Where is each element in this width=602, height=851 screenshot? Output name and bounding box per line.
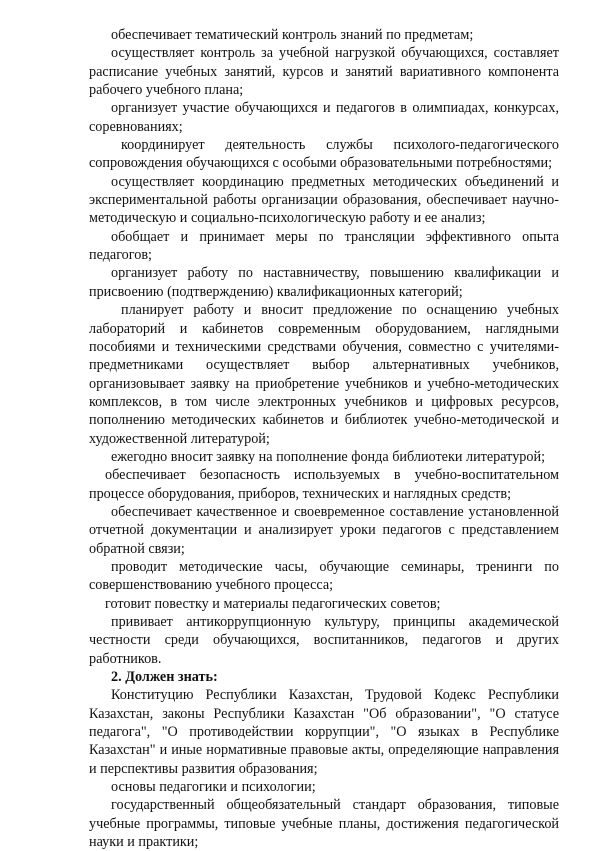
knowledge-paragraph: Конституцию Республики Казахстан, Трудовой Кодекс Республики Казахстан, законы Республики Казахстан "Об образовании", "О статусе педагога", "О противодействии коррупции", "О языках в Республике Казахстан" и иные нормативные правовые акты, определяющие направления и перспективы развития образования; <box>89 687 559 777</box>
duty-paragraph: готовит повестку и материалы педагогических советов; <box>105 595 441 612</box>
section-heading: 2. Должен знать: <box>111 669 218 686</box>
duty-paragraph: планирует работу и вносит предложение по оснащению учебных лабораторий и кабинетов современным оборудованием, наглядными пособиями и техническими средствами обучения, совместно с учителями-предметниками осуществляет выбор альтернативных учебников, организовывает заявку на приобретение учебников и учебно-методических комплексов, в том числе электронных учебников и цифровых ресурсов, пополнению методических кабинетов и библиотек учебно-методической и художественной литературой; <box>89 302 559 447</box>
duty-paragraph: обеспечивает качественное и своевременное составление установленной отчетной документации и анализирует уроки педагогов с представлением обратной связи; <box>89 503 559 557</box>
duty-paragraph: осуществляет контроль за учебной нагрузкой обучающихся, составляет расписание учебных занятий, курсов и занятий вариативного компонента рабочего учебного плана; <box>89 45 559 99</box>
duty-paragraph: обеспечивает тематический контроль знаний по предметам; <box>111 27 474 43</box>
duty-paragraph: ежегодно вносит заявку на пополнение фонда библиотеки литературой; <box>111 448 546 465</box>
duty-paragraph: прививает антикоррупционную культуру, принципы академической честности среди обучающихся, воспитанников, педагогов и других работников. <box>89 614 559 667</box>
duty-paragraph: координирует деятельность службы психолого-педагогического сопровождения обучающихся с особыми образовательными потребностями; <box>89 137 559 172</box>
duty-paragraph: организует работу по наставничеству, повышению квалификации и присвоению (подтверждению) квалификационных категорий; <box>89 265 559 300</box>
duty-paragraph: проводит методические часы, обучающие семинары, тренинги по совершенствованию учебного процесса; <box>89 558 559 594</box>
duty-paragraph: организует участие обучающихся и педагогов в олимпиадах, конкурсах, соревнованиях; <box>89 100 559 135</box>
knowledge-paragraph: основы педагогики и психологии; <box>111 779 316 796</box>
duty-paragraph: осуществляет координацию предметных методических объединений и экспериментальной работы организации образования, обеспечивает научно-методическую и социально-психологическую работу и ее анализ; <box>89 173 559 227</box>
duty-paragraph: обобщает и принимает меры по трансляции эффективного опыта педагогов; <box>89 228 559 264</box>
document-body <box>89 26 559 851</box>
knowledge-paragraph: государственный общеобязательный стандарт образования, типовые учебные программы, типовые учебные планы, достижения педагогической науки и практики; <box>89 797 559 851</box>
duty-paragraph: обеспечивает безопасность используемых в учебно-воспитательном процессе оборудования, приборов, технических и наглядных средств; <box>89 467 559 502</box>
